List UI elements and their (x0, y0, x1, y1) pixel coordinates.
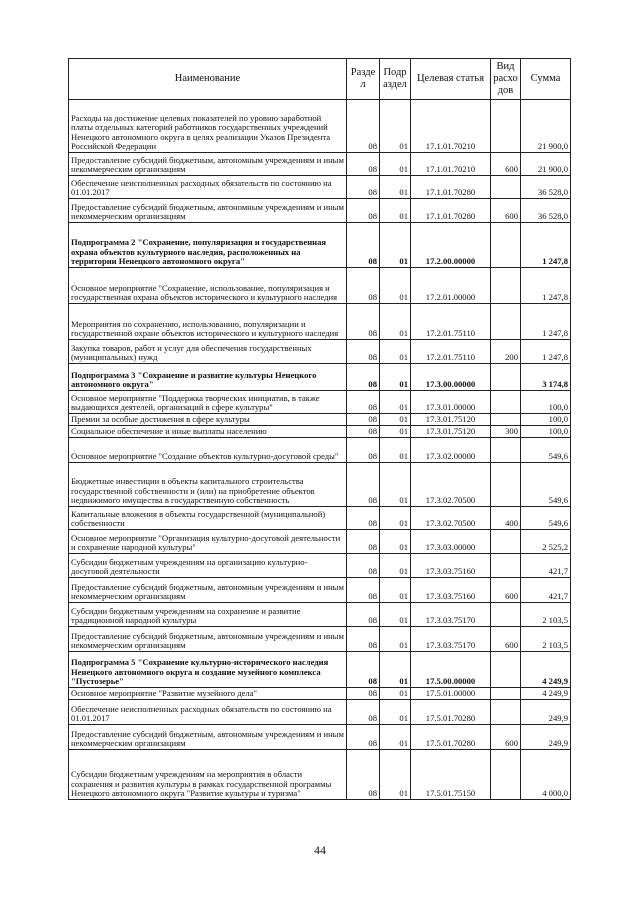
cell-vid: 600 (491, 725, 521, 750)
cell-podrazdel: 01 (380, 268, 411, 304)
cell-sum: 1 247,8 (521, 223, 571, 268)
cell-razdel: 08 (347, 688, 380, 700)
cell-sum: 4 000,0 (521, 750, 571, 800)
cell-target: 17.3.01.75120 (411, 426, 491, 438)
cell-name: Премии за особые достижения в сфере культуры (69, 414, 347, 426)
column-header-sum: Сумма (521, 59, 571, 100)
cell-name: Обеспечение неисполненных расходных обязательств по состоянию на 01.01.2017 (69, 176, 347, 199)
cell-razdel: 08 (347, 199, 380, 223)
cell-target: 17.3.02.00000 (411, 438, 491, 463)
cell-vid: 600 (491, 153, 521, 176)
cell-sum: 1 247,8 (521, 340, 571, 364)
table-row (69, 463, 571, 507)
cell-razdel: 08 (347, 304, 380, 340)
cell-razdel: 08 (347, 364, 380, 391)
column-header-vid: Вид расхо дов (491, 59, 521, 100)
cell-sum: 36 528,0 (521, 176, 571, 199)
cell-vid (491, 364, 521, 391)
cell-target: 17.3.03.75160 (411, 578, 491, 603)
table-row (69, 223, 571, 268)
table-row (69, 725, 571, 750)
cell-sum: 2 103,5 (521, 627, 571, 652)
cell-vid (491, 176, 521, 199)
table-row (69, 507, 571, 530)
cell-podrazdel: 01 (380, 578, 411, 603)
cell-razdel: 08 (347, 414, 380, 426)
cell-podrazdel: 01 (380, 153, 411, 176)
cell-vid (491, 438, 521, 463)
cell-vid (491, 268, 521, 304)
cell-podrazdel: 01 (380, 507, 411, 530)
cell-name: Субсидии бюджетным учреждениям на сохранение и развитие традиционной народной культуры (69, 603, 347, 627)
table-row (69, 603, 571, 627)
cell-name: Подпрограмма 3 "Сохранение и развитие культуры Ненецкого автономного округа" (69, 364, 347, 391)
cell-razdel: 08 (347, 603, 380, 627)
cell-podrazdel: 01 (380, 603, 411, 627)
cell-razdel: 08 (347, 223, 380, 268)
cell-vid (491, 530, 521, 554)
cell-razdel: 08 (347, 627, 380, 652)
cell-target: 17.3.02.70500 (411, 463, 491, 507)
cell-target: 17.5.01.70280 (411, 700, 491, 725)
cell-razdel: 08 (347, 554, 380, 578)
table-row (69, 153, 571, 176)
cell-podrazdel: 01 (380, 340, 411, 364)
table-row (69, 340, 571, 364)
cell-razdel: 08 (347, 391, 380, 414)
cell-name: Предоставление субсидий бюджетным, автономным учреждениям и иным некоммерческим организациям (69, 725, 347, 750)
table-row (69, 438, 571, 463)
cell-sum: 3 174,8 (521, 364, 571, 391)
cell-podrazdel: 01 (380, 364, 411, 391)
cell-razdel: 08 (347, 578, 380, 603)
cell-razdel: 08 (347, 268, 380, 304)
cell-razdel: 08 (347, 463, 380, 507)
table-row (69, 199, 571, 223)
cell-razdel: 08 (347, 153, 380, 176)
table-row (69, 414, 571, 426)
cell-vid (491, 304, 521, 340)
cell-vid (491, 223, 521, 268)
cell-sum: 2 525,2 (521, 530, 571, 554)
cell-sum: 100,0 (521, 426, 571, 438)
cell-name: Бюджетные инвестиции в объекты капитального строительства государственной собственности и (или) на приобретение объектов недвижимого имущества в государственную собственность (69, 463, 347, 507)
cell-target: 17.2.01.75110 (411, 340, 491, 364)
cell-sum: 21 900,0 (521, 100, 571, 153)
cell-razdel: 08 (347, 100, 380, 153)
cell-target: 17.5.01.00000 (411, 688, 491, 700)
cell-podrazdel: 01 (380, 688, 411, 700)
cell-podrazdel: 01 (380, 627, 411, 652)
cell-podrazdel: 01 (380, 700, 411, 725)
cell-sum: 249,9 (521, 725, 571, 750)
cell-target: 17.3.00.00000 (411, 364, 491, 391)
table-row (69, 554, 571, 578)
cell-name: Закупка товаров, работ и услуг для обеспечения государственных (муниципальных) нужд (69, 340, 347, 364)
cell-vid (491, 100, 521, 153)
table-header-row (69, 59, 571, 100)
table-row (69, 700, 571, 725)
table-row (69, 268, 571, 304)
cell-target: 17.3.03.75170 (411, 603, 491, 627)
table-row (69, 578, 571, 603)
cell-vid (491, 463, 521, 507)
cell-vid (491, 750, 521, 800)
cell-sum: 4 249,9 (521, 652, 571, 688)
cell-sum: 100,0 (521, 391, 571, 414)
cell-sum: 421,7 (521, 578, 571, 603)
cell-sum: 21 900,0 (521, 153, 571, 176)
cell-sum: 549,6 (521, 507, 571, 530)
cell-podrazdel: 01 (380, 391, 411, 414)
cell-podrazdel: 01 (380, 176, 411, 199)
cell-vid (491, 414, 521, 426)
table-body (69, 100, 571, 800)
cell-podrazdel: 01 (380, 463, 411, 507)
page-number: 44 (314, 843, 326, 857)
cell-target: 17.2.01.00000 (411, 268, 491, 304)
table-row (69, 652, 571, 688)
cell-vid: 300 (491, 426, 521, 438)
cell-target: 17.3.03.75160 (411, 554, 491, 578)
cell-vid (491, 700, 521, 725)
table-row (69, 304, 571, 340)
cell-podrazdel: 01 (380, 199, 411, 223)
cell-name: Предоставление субсидий бюджетным, автономным учреждениям и иным некоммерческим организациям (69, 578, 347, 603)
cell-name: Подпрограмма 2 "Сохранение, популяризация и государственная охрана объектов культурного наследия, расположенных на территории Ненецкого автономного округа" (69, 223, 347, 268)
cell-target: 17.1.01.70280 (411, 176, 491, 199)
cell-name: Основное мероприятие "Поддержка творческих инициатив, в также выдающихся деятелей, организаций в сфере культуры" (69, 391, 347, 414)
column-header-podrazdel: Подр аздел (380, 59, 411, 100)
cell-target: 17.1.01.70210 (411, 100, 491, 153)
cell-sum: 4 249,9 (521, 688, 571, 700)
cell-razdel: 08 (347, 530, 380, 554)
cell-sum: 1 247,8 (521, 304, 571, 340)
cell-sum: 100,0 (521, 414, 571, 426)
cell-vid: 600 (491, 627, 521, 652)
cell-name: Субсидии бюджетным учреждениям на мероприятия в области сохранения и развития культуры в рамках государственной программы Ненецкого автономного округа "Развитие культуры и туризма" (69, 750, 347, 800)
column-header-target: Целевая статья (411, 59, 491, 100)
cell-target: 17.3.02.70500 (411, 507, 491, 530)
cell-vid (491, 554, 521, 578)
cell-vid (491, 391, 521, 414)
cell-name: Социальное обеспечение и иные выплаты населению (69, 426, 347, 438)
cell-sum: 1 247,8 (521, 268, 571, 304)
column-header-name: Наименование (69, 59, 347, 100)
cell-podrazdel: 01 (380, 725, 411, 750)
table-row (69, 364, 571, 391)
table-row (69, 688, 571, 700)
cell-podrazdel: 01 (380, 554, 411, 578)
cell-razdel: 08 (347, 507, 380, 530)
cell-razdel: 08 (347, 652, 380, 688)
table-row (69, 426, 571, 438)
cell-vid: 200 (491, 340, 521, 364)
cell-target: 17.5.01.70280 (411, 725, 491, 750)
cell-razdel: 08 (347, 426, 380, 438)
cell-podrazdel: 01 (380, 414, 411, 426)
cell-target: 17.3.01.00000 (411, 391, 491, 414)
cell-vid (491, 603, 521, 627)
cell-target: 17.1.01.70280 (411, 199, 491, 223)
cell-name: Подпрограмма 5 "Сохранение культурно-исторического наследия Ненецкого автономного округа и создание музейного комплекса "Пустозерье" (69, 652, 347, 688)
cell-target: 17.2.00.00000 (411, 223, 491, 268)
cell-razdel: 08 (347, 725, 380, 750)
column-header-razdel: Разде л (347, 59, 380, 100)
table-row (69, 627, 571, 652)
table-row (69, 750, 571, 800)
cell-podrazdel: 01 (380, 100, 411, 153)
cell-podrazdel: 01 (380, 426, 411, 438)
cell-name: Обеспечение неисполненных расходных обязательств по состоянию на 01.01.2017 (69, 700, 347, 725)
cell-target: 17.3.03.75170 (411, 627, 491, 652)
cell-vid: 600 (491, 578, 521, 603)
cell-podrazdel: 01 (380, 652, 411, 688)
cell-name: Капитальные вложения в объекты государственной (муниципальной) собственности (69, 507, 347, 530)
cell-vid: 400 (491, 507, 521, 530)
cell-podrazdel: 01 (380, 304, 411, 340)
cell-podrazdel: 01 (380, 530, 411, 554)
cell-name: Расходы на достижение целевых показателей по уровню заработной платы отдельных категорий работников государственных учреждений Ненецкого автономного округа в целях реализации Указов Президента Российской Федерации (69, 100, 347, 153)
cell-name: Мероприятия по сохранению, использованию, популяризации и государственной охране объектов исторического и культурного наследия (69, 304, 347, 340)
cell-name: Предоставление субсидий бюджетным, автономным учреждениям и иным некоммерческим организациям (69, 627, 347, 652)
cell-podrazdel: 01 (380, 438, 411, 463)
cell-razdel: 08 (347, 340, 380, 364)
cell-razdel: 08 (347, 750, 380, 800)
cell-name: Основное мероприятие "Создание объектов культурно-досуговой среды" (69, 438, 347, 463)
cell-name: Субсидии бюджетным учреждениям на организацию культурно-досуговой деятельности (69, 554, 347, 578)
cell-podrazdel: 01 (380, 223, 411, 268)
cell-target: 17.2.01.75110 (411, 304, 491, 340)
cell-vid: 600 (491, 199, 521, 223)
table-row (69, 100, 571, 153)
cell-razdel: 08 (347, 438, 380, 463)
cell-sum: 421,7 (521, 554, 571, 578)
cell-sum: 2 103,5 (521, 603, 571, 627)
cell-target: 17.5.00.00000 (411, 652, 491, 688)
cell-sum: 249,9 (521, 700, 571, 725)
budget-table (68, 58, 571, 800)
cell-sum: 549,6 (521, 438, 571, 463)
cell-target: 17.3.01.75120 (411, 414, 491, 426)
cell-name: Предоставление субсидий бюджетным, автономным учреждениям и иным некоммерческим организациям (69, 153, 347, 176)
cell-name: Предоставление субсидий бюджетным, автономным учреждениям и иным некоммерческим организациям (69, 199, 347, 223)
cell-vid (491, 688, 521, 700)
cell-target: 17.5.01.75150 (411, 750, 491, 800)
cell-sum: 549,6 (521, 463, 571, 507)
cell-razdel: 08 (347, 700, 380, 725)
cell-target: 17.1.01.70210 (411, 153, 491, 176)
cell-name: Основное мероприятие "Организация культурно-досуговой деятельности и сохранение народной культуры" (69, 530, 347, 554)
cell-vid (491, 652, 521, 688)
cell-name: Основное мероприятие "Сохранение, использование, популяризация и государственная охрана объектов исторического и культурного наследия (69, 268, 347, 304)
table-row (69, 391, 571, 414)
cell-name: Основное мероприятие "Развитие музейного дела" (69, 688, 347, 700)
cell-razdel: 08 (347, 176, 380, 199)
cell-target: 17.3.03.00000 (411, 530, 491, 554)
cell-podrazdel: 01 (380, 750, 411, 800)
cell-sum: 36 528,0 (521, 199, 571, 223)
table-row (69, 530, 571, 554)
table-row (69, 176, 571, 199)
